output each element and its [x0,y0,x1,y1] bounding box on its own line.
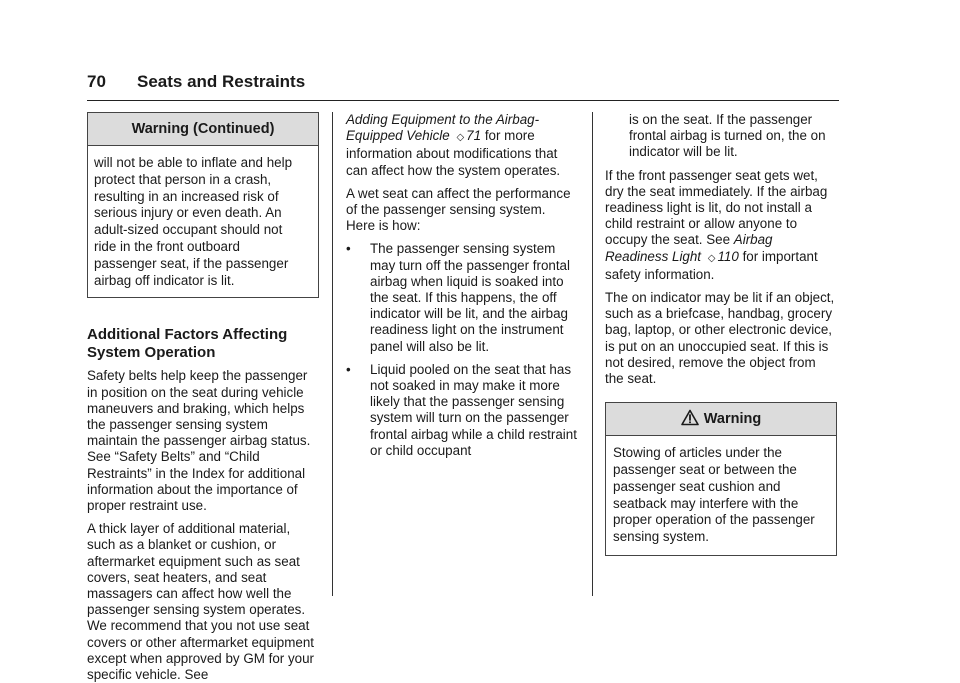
bullet-icon: • [346,361,351,377]
paragraph-wet-seat: A wet seat can affect the performance of the passenger sensing system. Here is how: [346,185,571,234]
column-1 [87,112,319,683]
warning-line: passenger seat, if the passenger [94,255,289,271]
bullet-text: The passenger sensing system may turn off the passenger frontal airbag when liquid is soaked into the seat. If this happens, the off indicator will be lit, and the airbag readiness light on the instrument panel will also be lit. [370,241,570,354]
warning-body: Stowing of articles under the passenger seat or between the passenger seat cushion and seatback may interfere with the proper operation of the passenger sensing system. [613,445,815,545]
paragraph-thick-layer [87,521,319,683]
page-reference-icon: ◇ [707,252,716,264]
warning-title-text: Warning [703,411,762,428]
column-divider [592,112,593,596]
column-3 [605,112,837,556]
section-heading-line: System Operation [87,344,216,362]
warning-continued-body [88,146,318,297]
page-number: 70 [87,72,106,91]
paragraph-safety-belts: Safety belts help keep the passenger in position on the seat during vehicle maneuvers and braking, which helps the passenger sensing system maintain the passenger airbag status. See “Safety Belts” and “Child Restraints” in the Index for additional information about the importance of proper restraint use. [87,368,311,513]
warning-line: serious injury or even death. An [94,205,282,221]
cross-reference-page[interactable]: 110 [717,248,739,264]
page-reference-icon: ◇ [456,132,465,144]
warning-continued-box [87,112,319,298]
warning-line: airbag off indicator is lit. [94,272,235,288]
paragraph-on-indicator: The on indicator may be lit if an object, such as a briefcase, handbag, grocery bag, laptop, or other electronic device, is put on an unoccupied seat. If this is not desired, remove the object from the seat. [605,290,835,387]
warning-line: protect that person in a crash, [94,171,272,187]
bullet-item [346,362,578,459]
warning-line: adult-sized occupant should not [94,222,283,238]
cross-reference-page[interactable]: 71 [466,128,482,144]
column-divider [332,112,333,596]
paragraph-text: for more information about modifications that can affect how the system operates. [346,128,561,178]
cross-reference-link[interactable]: Airbag Readiness Light [605,232,773,264]
warning-line: ride in the front outboard [94,238,240,254]
warning-line: will not be able to inflate and help [94,155,293,170]
warning-triangle-icon [681,409,699,426]
warning-line: resulting in an increased risk of [94,188,279,204]
section-heading [87,326,319,362]
warning-box [605,402,837,556]
warning-continued-title: Warning (Continued) [88,113,318,146]
warning-title [606,403,836,436]
paragraph-text: If the front passenger seat gets wet, dry the seat immediately. If the airbag readiness light is lit, do not install a child restraint or allow anyone to occupy the seat. See [605,167,828,248]
paragraph-wet-seat-action [605,168,837,283]
page-header [87,70,839,101]
page-title: Seats and Restraints [137,72,306,91]
bullet-item [346,241,578,354]
bullet-text: Liquid pooled on the seat that has not soaked in may make it more likely that the passenger sensing system will turn on the passenger frontal airbag while a child restraint or child occupant [370,361,577,458]
cross-reference-link[interactable]: Adding Equipment to the Airbag-Equipped Vehicle [346,112,540,144]
column-2 [346,112,578,466]
paragraph-text: for important safety information. [605,248,818,282]
section-heading-line: Additional Factors Affecting [87,326,288,344]
paragraph-continued [346,112,578,179]
paragraph-text: A thick layer of additional material, such as a blanket or cushion, or aftermarket equipment such as seat covers, seat heaters, and seat massagers can affect how well the passenger sensing system operates. We recommend that you not use seat covers or other aftermarket equipment except when approved by GM for your specific vehicle. See [87,521,315,683]
bullet-icon: • [346,241,351,257]
bullet-continuation: is on the seat. If the passenger frontal airbag is turned on, the on indicator will be lit. [629,112,826,160]
